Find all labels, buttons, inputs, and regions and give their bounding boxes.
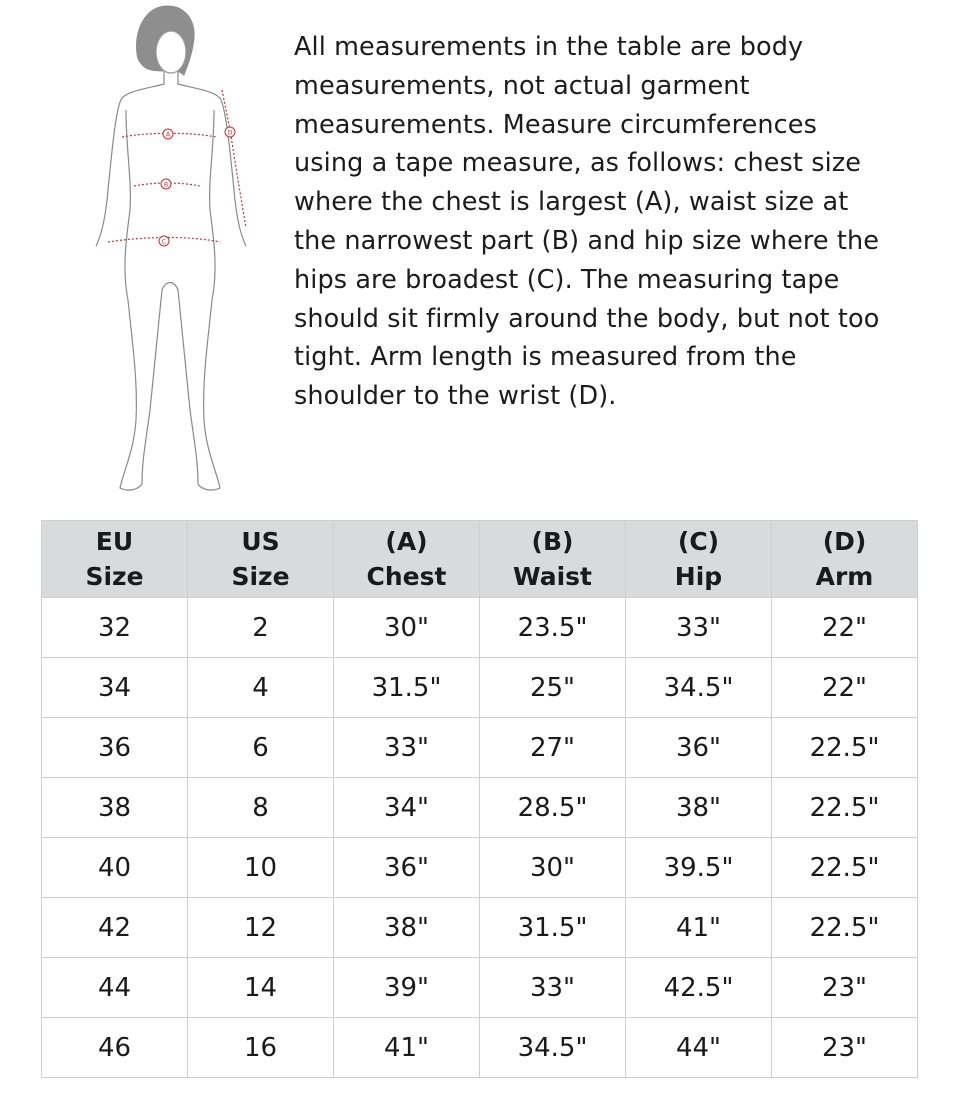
marker-c-label: C [161, 238, 167, 246]
table-row [42, 598, 918, 658]
table-cell: 22" [772, 658, 918, 718]
body-measurement-figure [80, 0, 270, 495]
table-row [42, 1018, 918, 1078]
table-cell: 25" [480, 658, 626, 718]
table-cell: 33" [626, 598, 772, 658]
table-cell: 31.5" [480, 898, 626, 958]
table-cell: 39" [334, 958, 480, 1018]
table-cell: 40 [42, 838, 188, 898]
table-row [42, 718, 918, 778]
header-chest: (A) Chest [334, 521, 480, 598]
table-cell: 41" [334, 1018, 480, 1078]
header-us-size: US Size [188, 521, 334, 598]
table-cell: 16 [188, 1018, 334, 1078]
table-cell: 46 [42, 1018, 188, 1078]
table-row [42, 838, 918, 898]
table-cell: 33" [480, 958, 626, 1018]
header-eu-size: EU Size [42, 521, 188, 598]
table-cell: 42.5" [626, 958, 772, 1018]
table-cell: 22.5" [772, 718, 918, 778]
table-cell: 30" [334, 598, 480, 658]
table-cell: 38" [334, 898, 480, 958]
table-cell: 2 [188, 598, 334, 658]
table-cell: 36" [626, 718, 772, 778]
table-cell: 10 [188, 838, 334, 898]
measurement-instructions: All measurements in the table are body measurements, not actual garment measurements. Measure circumferences using a tape measure, as follows: chest size where the chest is largest (A), waist size at the narrowest part (B) and hip size where the hips are broadest (C). The measuring tape should sit firmly around the body, but not too tight. Arm length is measured from the shoulder to the wrist (D). [294, 32, 880, 412]
table-cell: 34.5" [480, 1018, 626, 1078]
table-cell: 34" [334, 778, 480, 838]
table-cell: 22.5" [772, 838, 918, 898]
table-cell: 44 [42, 958, 188, 1018]
marker-a-label: A [165, 131, 171, 139]
table-header-row [42, 521, 918, 598]
table-cell: 36" [334, 838, 480, 898]
table-cell: 12 [188, 898, 334, 958]
table-cell: 28.5" [480, 778, 626, 838]
table-cell: 23" [772, 958, 918, 1018]
table-cell: 8 [188, 778, 334, 838]
header-arm: (D) Arm [772, 521, 918, 598]
table-cell: 14 [188, 958, 334, 1018]
table-cell: 42 [42, 898, 188, 958]
table-row [42, 958, 918, 1018]
table-cell: 34 [42, 658, 188, 718]
table-row [42, 778, 918, 838]
arm-tape-line [222, 90, 246, 228]
table-cell: 33" [334, 718, 480, 778]
head-shape [156, 31, 186, 73]
table-cell: 22" [772, 598, 918, 658]
table-cell: 31.5" [334, 658, 480, 718]
table-cell: 30" [480, 838, 626, 898]
table-cell: 23.5" [480, 598, 626, 658]
table-cell: 22.5" [772, 898, 918, 958]
table-cell: 23" [772, 1018, 918, 1078]
table-cell: 38" [626, 778, 772, 838]
header-waist: (B) Waist [480, 521, 626, 598]
table-cell: 39.5" [626, 838, 772, 898]
table-cell: 34.5" [626, 658, 772, 718]
table-cell: 22.5" [772, 778, 918, 838]
header-hip: (C) Hip [626, 521, 772, 598]
table-cell: 36 [42, 718, 188, 778]
table-cell: 32 [42, 598, 188, 658]
table-cell: 41" [626, 898, 772, 958]
table-cell: 4 [188, 658, 334, 718]
table-row [42, 898, 918, 958]
table-row [42, 658, 918, 718]
table-cell: 38 [42, 778, 188, 838]
marker-b-label: B [163, 181, 169, 189]
table-cell: 44" [626, 1018, 772, 1078]
size-chart-table [41, 520, 918, 1078]
table-cell: 27" [480, 718, 626, 778]
marker-d-label: D [227, 129, 233, 137]
table-cell: 6 [188, 718, 334, 778]
